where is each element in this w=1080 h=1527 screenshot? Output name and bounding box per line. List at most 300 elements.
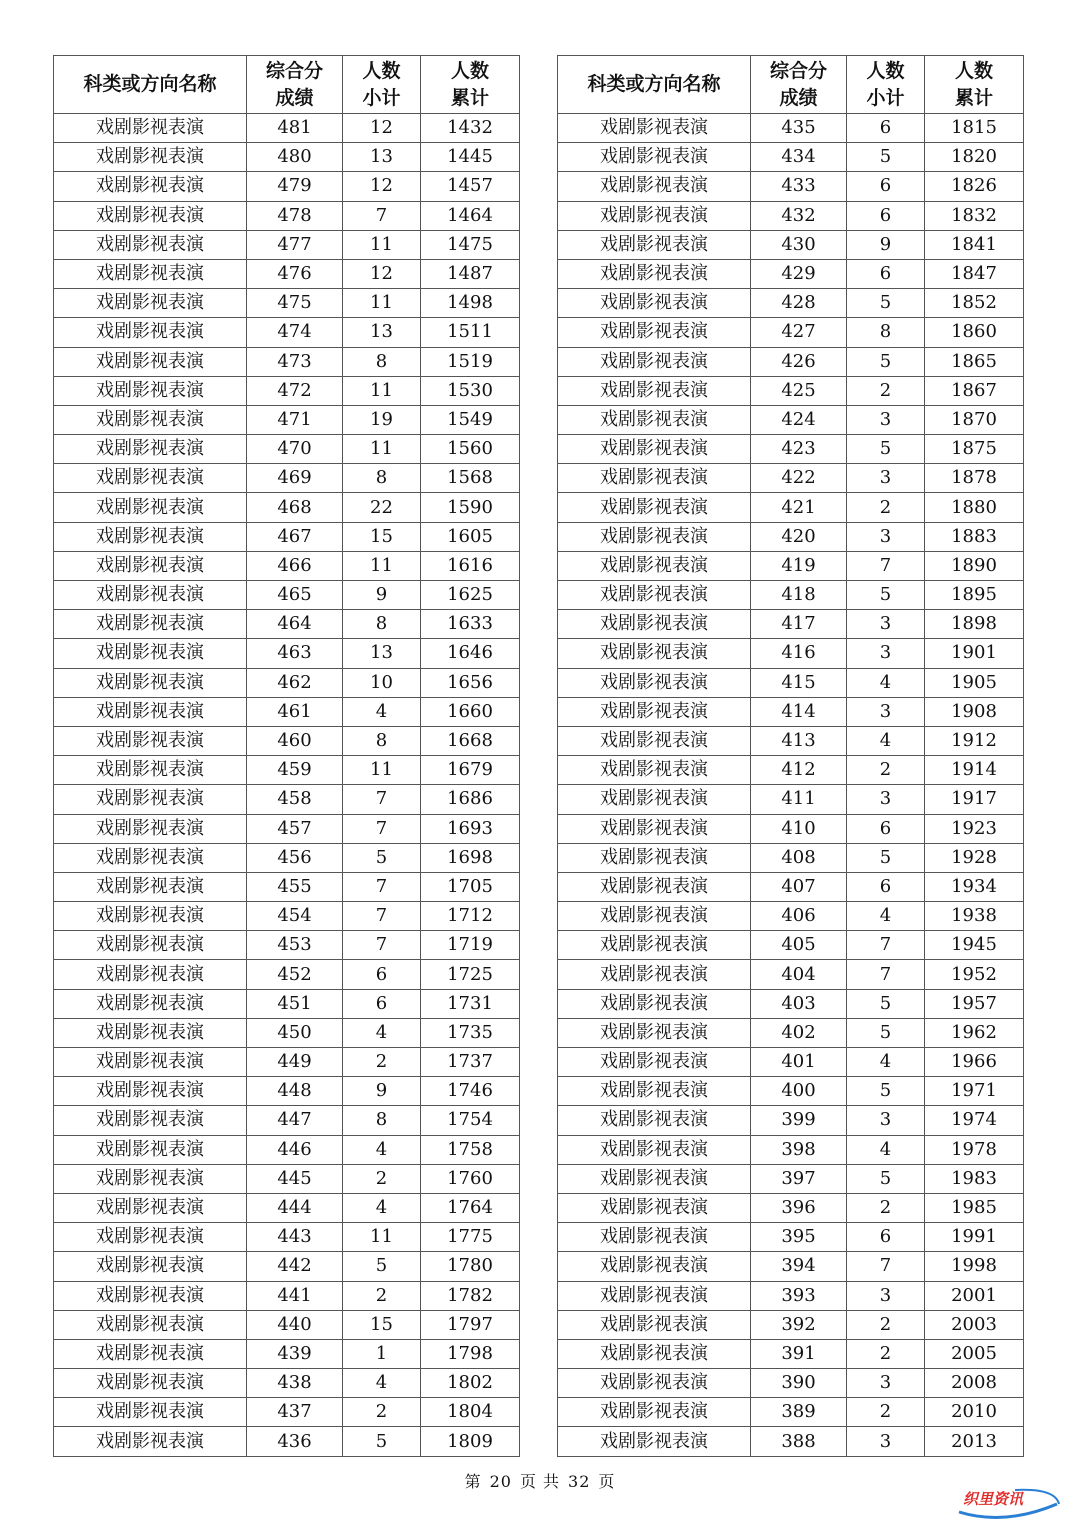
cell-category: 戏剧影视表演: [54, 1048, 247, 1077]
cell-score: 407: [751, 872, 847, 901]
cell-cumulative: 1616: [421, 551, 520, 580]
cell-count: 11: [343, 230, 421, 259]
cell-category: 戏剧影视表演: [54, 610, 247, 639]
cell-cumulative: 1878: [925, 464, 1024, 493]
cell-category: 戏剧影视表演: [54, 435, 247, 464]
table-row: [558, 843, 1024, 872]
cell-category: 戏剧影视表演: [54, 464, 247, 493]
cell-cumulative: 1780: [421, 1252, 520, 1281]
cell-cumulative: 1928: [925, 843, 1024, 872]
cell-score: 443: [247, 1223, 343, 1252]
table-row: [558, 172, 1024, 201]
table-row: [54, 435, 520, 464]
table-row: [558, 143, 1024, 172]
cell-cumulative: 1847: [925, 259, 1024, 288]
table-row: [558, 872, 1024, 901]
cell-cumulative: 1895: [925, 581, 1024, 610]
cell-cumulative: 1775: [421, 1223, 520, 1252]
footer-mid: 页 共: [519, 1472, 561, 1491]
footer-total-pages: 32: [568, 1472, 591, 1491]
cell-count: 3: [847, 1281, 925, 1310]
cell-score: 433: [751, 172, 847, 201]
cell-count: 12: [343, 259, 421, 288]
cell-score: 413: [751, 726, 847, 755]
cell-count: 7: [847, 1252, 925, 1281]
cell-count: 11: [343, 1223, 421, 1252]
cell-count: 13: [343, 143, 421, 172]
table-body-right: [558, 114, 1024, 1457]
cell-category: 戏剧影视表演: [54, 1106, 247, 1135]
cell-score: 477: [247, 230, 343, 259]
cell-cumulative: 1519: [421, 347, 520, 376]
cell-cumulative: 1549: [421, 405, 520, 434]
cell-score: 468: [247, 493, 343, 522]
cell-count: 3: [847, 639, 925, 668]
cell-count: 5: [847, 143, 925, 172]
table-row: [54, 318, 520, 347]
cell-count: 4: [343, 1135, 421, 1164]
table-row: [558, 1164, 1024, 1193]
cell-count: 4: [343, 697, 421, 726]
cell-score: 415: [751, 668, 847, 697]
cell-category: 戏剧影视表演: [558, 1369, 751, 1398]
table-row: [54, 1018, 520, 1047]
cell-cumulative: 1905: [925, 668, 1024, 697]
cell-cumulative: 1820: [925, 143, 1024, 172]
cell-cumulative: 1625: [421, 581, 520, 610]
cell-category: 戏剧影视表演: [558, 1048, 751, 1077]
cell-category: 戏剧影视表演: [558, 259, 751, 288]
cell-category: 戏剧影视表演: [54, 1164, 247, 1193]
cell-category: 戏剧影视表演: [558, 668, 751, 697]
cell-score: 394: [751, 1252, 847, 1281]
cell-score: 436: [247, 1427, 343, 1456]
cell-cumulative: 1852: [925, 289, 1024, 318]
cell-cumulative: 1978: [925, 1135, 1024, 1164]
cell-cumulative: 2005: [925, 1339, 1024, 1368]
cell-cumulative: 1804: [421, 1398, 520, 1427]
cell-category: 戏剧影视表演: [558, 318, 751, 347]
cell-cumulative: 1646: [421, 639, 520, 668]
table-row: [54, 1310, 520, 1339]
cell-cumulative: 1966: [925, 1048, 1024, 1077]
cell-category: 戏剧影视表演: [558, 581, 751, 610]
cell-cumulative: 1560: [421, 435, 520, 464]
table-row: [54, 493, 520, 522]
cell-category: 戏剧影视表演: [558, 1193, 751, 1222]
cell-cumulative: 1867: [925, 376, 1024, 405]
cell-cumulative: 1890: [925, 551, 1024, 580]
cell-category: 戏剧影视表演: [558, 697, 751, 726]
cell-score: 390: [751, 1369, 847, 1398]
table-row: [54, 1164, 520, 1193]
cell-category: 戏剧影视表演: [54, 201, 247, 230]
cell-category: 戏剧影视表演: [558, 376, 751, 405]
cell-score: 410: [751, 814, 847, 843]
cell-category: 戏剧影视表演: [54, 1398, 247, 1427]
cell-score: 474: [247, 318, 343, 347]
watermark-logo: [955, 1482, 1065, 1522]
cell-score: 478: [247, 201, 343, 230]
cell-category: 戏剧影视表演: [558, 639, 751, 668]
cell-category: 戏剧影视表演: [558, 814, 751, 843]
cell-category: 戏剧影视表演: [54, 843, 247, 872]
cell-count: 11: [343, 376, 421, 405]
cell-count: 2: [343, 1048, 421, 1077]
cell-cumulative: 1952: [925, 960, 1024, 989]
table-row: [558, 668, 1024, 697]
cell-category: 戏剧影视表演: [558, 785, 751, 814]
cell-count: 6: [847, 814, 925, 843]
cell-score: 446: [247, 1135, 343, 1164]
cell-cumulative: 1923: [925, 814, 1024, 843]
cell-count: 4: [847, 1135, 925, 1164]
cell-count: 22: [343, 493, 421, 522]
cell-cumulative: 1511: [421, 318, 520, 347]
cell-score: 412: [751, 756, 847, 785]
table-row: [54, 814, 520, 843]
cell-cumulative: 1760: [421, 1164, 520, 1193]
table-row: [558, 610, 1024, 639]
table-row: [54, 1427, 520, 1456]
cell-cumulative: 1590: [421, 493, 520, 522]
cell-count: 5: [343, 843, 421, 872]
table-row: [54, 726, 520, 755]
table-row: [558, 114, 1024, 143]
cell-score: 428: [751, 289, 847, 318]
table-row: [558, 1339, 1024, 1368]
table-row: [558, 347, 1024, 376]
cell-score: 427: [751, 318, 847, 347]
cell-category: 戏剧影视表演: [54, 289, 247, 318]
cell-count: 6: [343, 989, 421, 1018]
cell-score: 471: [247, 405, 343, 434]
cell-count: 11: [343, 756, 421, 785]
cell-category: 戏剧影视表演: [54, 814, 247, 843]
cell-cumulative: 1656: [421, 668, 520, 697]
header-count: 人数 小计: [847, 56, 925, 114]
table-row: [558, 1106, 1024, 1135]
cell-category: 戏剧影视表演: [54, 493, 247, 522]
cell-category: 戏剧影视表演: [558, 902, 751, 931]
table-row: [558, 814, 1024, 843]
cell-count: 4: [343, 1018, 421, 1047]
cell-category: 戏剧影视表演: [54, 172, 247, 201]
cell-count: 8: [343, 726, 421, 755]
page-footer: [0, 1469, 1080, 1492]
cell-score: 469: [247, 464, 343, 493]
cell-count: 13: [343, 639, 421, 668]
cell-category: 戏剧影视表演: [54, 639, 247, 668]
cell-count: 4: [343, 1369, 421, 1398]
cell-count: 8: [343, 610, 421, 639]
cell-score: 400: [751, 1077, 847, 1106]
cell-category: 戏剧影视表演: [558, 931, 751, 960]
table-row: [54, 289, 520, 318]
cell-score: 451: [247, 989, 343, 1018]
cell-category: 戏剧影视表演: [558, 347, 751, 376]
cell-count: 3: [847, 697, 925, 726]
table-row: [54, 114, 520, 143]
cell-count: 11: [343, 289, 421, 318]
cell-count: 3: [847, 405, 925, 434]
table-row: [558, 522, 1024, 551]
cell-category: 戏剧影视表演: [558, 522, 751, 551]
table-row: [558, 639, 1024, 668]
cell-category: 戏剧影视表演: [558, 1164, 751, 1193]
cell-category: 戏剧影视表演: [558, 289, 751, 318]
cell-cumulative: 1957: [925, 989, 1024, 1018]
cell-category: 戏剧影视表演: [558, 1427, 751, 1456]
table-row: [558, 551, 1024, 580]
table-row: [558, 756, 1024, 785]
table-row: [558, 1369, 1024, 1398]
cell-cumulative: 1860: [925, 318, 1024, 347]
table-row: [54, 843, 520, 872]
cell-cumulative: 1605: [421, 522, 520, 551]
cell-cumulative: 1934: [925, 872, 1024, 901]
cell-category: 戏剧影视表演: [558, 610, 751, 639]
cell-score: 403: [751, 989, 847, 1018]
cell-category: 戏剧影视表演: [558, 1106, 751, 1135]
cell-score: 442: [247, 1252, 343, 1281]
cell-score: 479: [247, 172, 343, 201]
cell-count: 3: [847, 1369, 925, 1398]
cell-cumulative: 1938: [925, 902, 1024, 931]
cell-cumulative: 1568: [421, 464, 520, 493]
table-row: [54, 1106, 520, 1135]
cell-category: 戏剧影视表演: [54, 230, 247, 259]
cell-score: 466: [247, 551, 343, 580]
cell-cumulative: 2003: [925, 1310, 1024, 1339]
cell-category: 戏剧影视表演: [54, 376, 247, 405]
cell-category: 戏剧影视表演: [54, 756, 247, 785]
cell-count: 11: [343, 551, 421, 580]
cell-count: 7: [343, 785, 421, 814]
table-row: [54, 1193, 520, 1222]
cell-score: 463: [247, 639, 343, 668]
cell-score: 441: [247, 1281, 343, 1310]
cell-cumulative: 1865: [925, 347, 1024, 376]
cell-count: 15: [343, 522, 421, 551]
table-row: [558, 931, 1024, 960]
cell-cumulative: 1487: [421, 259, 520, 288]
cell-count: 13: [343, 318, 421, 347]
cell-cumulative: 1746: [421, 1077, 520, 1106]
table-row: [54, 668, 520, 697]
cell-count: 2: [847, 1310, 925, 1339]
cell-score: 449: [247, 1048, 343, 1077]
header-count: 人数 小计: [343, 56, 421, 114]
cell-count: 5: [343, 1427, 421, 1456]
cell-count: 5: [847, 1018, 925, 1047]
cell-count: 2: [343, 1164, 421, 1193]
table-header-row: [558, 56, 1024, 114]
table-row: [558, 318, 1024, 347]
cell-cumulative: 1983: [925, 1164, 1024, 1193]
cell-category: 戏剧影视表演: [558, 1135, 751, 1164]
cell-category: 戏剧影视表演: [558, 756, 751, 785]
cell-category: 戏剧影视表演: [54, 143, 247, 172]
cell-category: 戏剧影视表演: [558, 435, 751, 464]
cell-count: 2: [847, 756, 925, 785]
cell-category: 戏剧影视表演: [558, 1077, 751, 1106]
table-row: [558, 1048, 1024, 1077]
table-row: [558, 289, 1024, 318]
cell-category: 戏剧影视表演: [54, 902, 247, 931]
cell-score: 422: [751, 464, 847, 493]
cell-score: 418: [751, 581, 847, 610]
cell-cumulative: 1731: [421, 989, 520, 1018]
cell-count: 1: [343, 1339, 421, 1368]
cell-score: 452: [247, 960, 343, 989]
table-row: [558, 989, 1024, 1018]
cell-score: 461: [247, 697, 343, 726]
cell-score: 450: [247, 1018, 343, 1047]
table-row: [54, 172, 520, 201]
cell-count: 8: [343, 347, 421, 376]
cell-count: 7: [847, 960, 925, 989]
cell-cumulative: 1875: [925, 435, 1024, 464]
cell-cumulative: 1912: [925, 726, 1024, 755]
cell-cumulative: 1974: [925, 1106, 1024, 1135]
header-score: 综合分 成绩: [751, 56, 847, 114]
cell-cumulative: 1815: [925, 114, 1024, 143]
table-row: [54, 1369, 520, 1398]
footer-suffix: 页: [598, 1472, 616, 1491]
table-row: [558, 259, 1024, 288]
cell-category: 戏剧影视表演: [558, 1339, 751, 1368]
cell-cumulative: 1914: [925, 756, 1024, 785]
cell-category: 戏剧影视表演: [54, 1135, 247, 1164]
cell-score: 419: [751, 551, 847, 580]
cell-count: 3: [847, 1106, 925, 1135]
cell-count: 6: [847, 114, 925, 143]
table-row: [558, 493, 1024, 522]
table-row: [558, 1193, 1024, 1222]
cell-count: 2: [847, 1339, 925, 1368]
cell-cumulative: 1735: [421, 1018, 520, 1047]
cell-score: 405: [751, 931, 847, 960]
footer-prefix: 第: [464, 1472, 482, 1491]
cell-count: 6: [847, 259, 925, 288]
cell-count: 5: [847, 843, 925, 872]
cell-count: 12: [343, 114, 421, 143]
cell-score: 434: [751, 143, 847, 172]
table-row: [54, 230, 520, 259]
cell-category: 戏剧影视表演: [54, 1339, 247, 1368]
cell-count: 2: [343, 1281, 421, 1310]
cell-cumulative: 1898: [925, 610, 1024, 639]
cell-count: 8: [343, 464, 421, 493]
table-row: [558, 1077, 1024, 1106]
cell-score: 395: [751, 1223, 847, 1252]
cell-count: 7: [343, 902, 421, 931]
cell-count: 12: [343, 172, 421, 201]
cell-cumulative: 2010: [925, 1398, 1024, 1427]
cell-score: 432: [751, 201, 847, 230]
table-row: [558, 1427, 1024, 1456]
cell-score: 456: [247, 843, 343, 872]
cell-count: 7: [343, 931, 421, 960]
table-row: [54, 1077, 520, 1106]
cell-cumulative: 1809: [421, 1427, 520, 1456]
cell-score: 397: [751, 1164, 847, 1193]
cell-count: 3: [847, 1427, 925, 1456]
cell-count: 5: [847, 289, 925, 318]
table-row: [54, 143, 520, 172]
cell-cumulative: 1917: [925, 785, 1024, 814]
table-row: [558, 902, 1024, 931]
cell-category: 戏剧影视表演: [54, 872, 247, 901]
table-row: [54, 405, 520, 434]
table-row: [54, 931, 520, 960]
cell-score: 454: [247, 902, 343, 931]
table-row: [54, 785, 520, 814]
cell-category: 戏剧影视表演: [558, 960, 751, 989]
cell-cumulative: 1764: [421, 1193, 520, 1222]
cell-category: 戏剧影视表演: [54, 551, 247, 580]
footer-current-page: 20: [489, 1472, 512, 1491]
cell-category: 戏剧影视表演: [558, 1223, 751, 1252]
table-row: [54, 347, 520, 376]
table-row: [54, 1281, 520, 1310]
cell-category: 戏剧影视表演: [54, 581, 247, 610]
cell-category: 戏剧影视表演: [558, 1310, 751, 1339]
table-row: [558, 405, 1024, 434]
cell-count: 19: [343, 405, 421, 434]
cell-count: 2: [847, 376, 925, 405]
cell-category: 戏剧影视表演: [54, 931, 247, 960]
cell-score: 453: [247, 931, 343, 960]
cell-category: 戏剧影视表演: [558, 405, 751, 434]
table-row: [558, 1018, 1024, 1047]
cell-cumulative: 2013: [925, 1427, 1024, 1456]
cell-category: 戏剧影视表演: [54, 1223, 247, 1252]
cell-category: 戏剧影视表演: [54, 259, 247, 288]
table-row: [54, 1398, 520, 1427]
cell-cumulative: 1530: [421, 376, 520, 405]
cell-score: 396: [751, 1193, 847, 1222]
cell-category: 戏剧影视表演: [54, 1310, 247, 1339]
table-row: [54, 697, 520, 726]
cell-count: 3: [847, 610, 925, 639]
cell-count: 6: [847, 172, 925, 201]
table-row: [54, 522, 520, 551]
table-row: [558, 960, 1024, 989]
cell-cumulative: 1782: [421, 1281, 520, 1310]
header-name: 科类或方向名称: [558, 56, 751, 114]
table-row: [558, 785, 1024, 814]
cell-score: 430: [751, 230, 847, 259]
cell-score: 388: [751, 1427, 847, 1456]
cell-cumulative: 2001: [925, 1281, 1024, 1310]
cell-score: 425: [751, 376, 847, 405]
cell-cumulative: 1841: [925, 230, 1024, 259]
cell-category: 戏剧影视表演: [54, 1252, 247, 1281]
table-row: [54, 464, 520, 493]
cell-category: 戏剧影视表演: [558, 1281, 751, 1310]
cell-score: 393: [751, 1281, 847, 1310]
table-row: [54, 581, 520, 610]
header-score: 综合分 成绩: [247, 56, 343, 114]
cell-category: 戏剧影视表演: [558, 726, 751, 755]
cell-cumulative: 1668: [421, 726, 520, 755]
cell-cumulative: 1870: [925, 405, 1024, 434]
cell-cumulative: 1679: [421, 756, 520, 785]
cell-count: 6: [847, 872, 925, 901]
cell-score: 417: [751, 610, 847, 639]
